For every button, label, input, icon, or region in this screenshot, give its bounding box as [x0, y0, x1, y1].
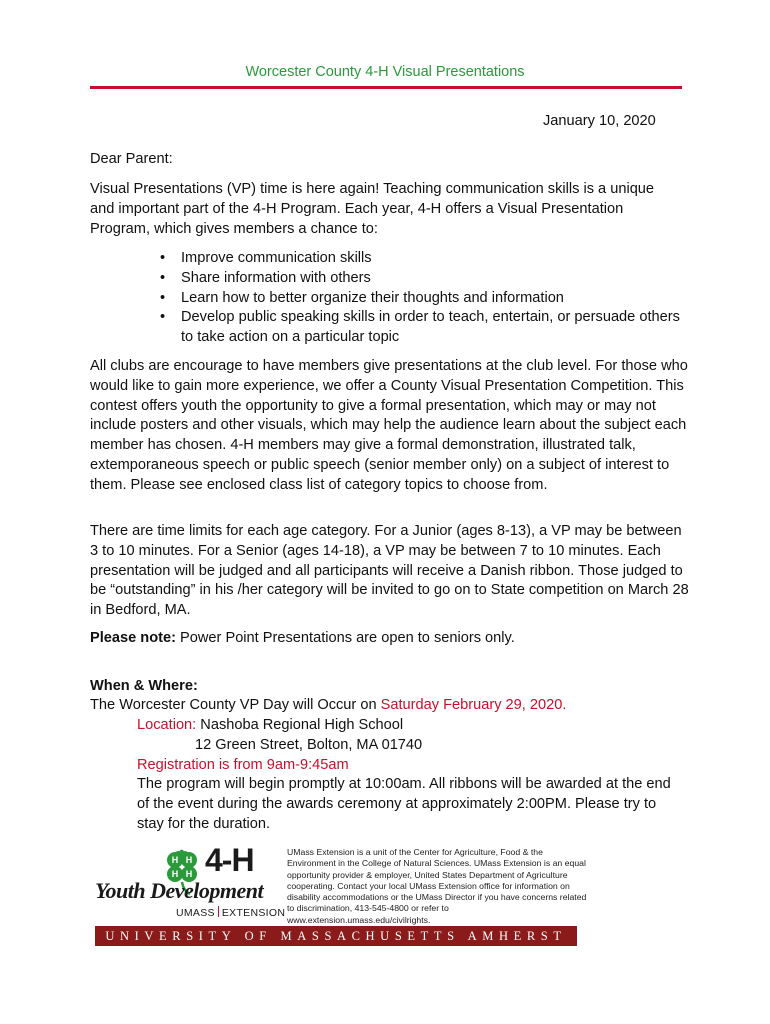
list-item [160, 249, 680, 269]
header-divider [90, 86, 682, 89]
clover-h-glyph: H [185, 855, 193, 865]
logo-umass-extension [176, 906, 285, 919]
list-item-text: Learn how to better organize their thoughts and information [181, 289, 564, 306]
clover-h-glyph: H [171, 855, 179, 865]
location-line [137, 716, 403, 736]
bullet-icon: • [160, 309, 166, 326]
location-value: Nashoba Regional High School [196, 717, 404, 733]
note-label: Please note: [90, 630, 176, 646]
time-limits-paragraph: There are time limits for each age category. For a Junior (ages 8-13), a VP may be between 3 to 10 minutes. For a Senior (ages 14-18), a VP may be between 7 to 10 minutes. Each presentation will be judged and all participants will receive a Danish ribbon. Those judged to be “outstanding” in his /her category will be invited to go on to State competition on March 28 in Bedford, MA. [90, 523, 689, 619]
bullet-icon: • [160, 269, 166, 286]
logo-extension: EXTENSION [221, 907, 286, 919]
note-line [90, 629, 690, 649]
list-item-text: Share information with others [181, 269, 371, 286]
bullet-icon: • [160, 289, 166, 306]
list-item-text: Develop public speaking skills in order to teach, entertain, or persuade others to take action on a particular topic [181, 309, 680, 346]
clover-h-glyph: H [185, 869, 193, 879]
list-item [160, 308, 680, 348]
logo-umass: UMASS [176, 907, 215, 919]
bullet-icon: • [160, 250, 166, 266]
event-date-intro: The Worcester County VP Day will Occur on [90, 697, 381, 713]
benefits-list [160, 249, 680, 348]
note-text: Power Point Presentations are open to seniors only. [175, 630, 515, 646]
logo-youth-development: Youth Development [95, 878, 264, 903]
event-date: Saturday February 29, 2020. [380, 697, 567, 713]
clover-h-glyph: H [171, 869, 179, 879]
university-banner: UNIVERSITY OF MASSACHUSETTS AMHERST [95, 926, 577, 946]
address-line: 12 Green Street, Bolton, MA 01740 [195, 737, 423, 753]
clubs-paragraph: All clubs are encourage to have members give presentations at the club level. For those who would like to gain more experience, we offer a County Visual Presentation Competition. This contest offers youth the opportunity to give a formal presentation, which may or may not include posters and other visuals, which may help the audience learn about the subject each member has chosen. 4-H members may give a formal demonstration, illustrated talk, extemporaneous speech or public speech (senior member only) on a subject of interest to them. Please see enclosed class list of category topics to choose from. [90, 358, 688, 493]
list-item-text: Improve communication skills [181, 250, 372, 266]
event-date-line [90, 696, 690, 716]
intro-paragraph: Visual Presentations (VP) time is here again! Teaching communication skills is a unique and important part of the 4-H Program. Each year, 4-H offers a Visual Presentation Program, which gives members a chance to: [90, 181, 655, 237]
logo-separator [218, 906, 219, 917]
footer-disclaimer: UMass Extension is a unit of the Center for Agriculture, Food & the Environment in the College of Natural Sciences. UMass Extension is an equal opportunity provider & employer, United States Department of Agriculture cooperating. Contact your local UMass Extension office for information on disability accommodations or the UMass Director if you have concerns related to discrimination, 413-545-4800 or refer to www.extension.umass.edu/civilrights. [287, 847, 587, 925]
list-item [160, 269, 680, 289]
page-header-title: Worcester County 4-H Visual Presentations [245, 64, 525, 80]
location-label: Location: [137, 717, 197, 733]
when-where-heading: When & Where: [90, 678, 198, 694]
logo-4h-text: 4-H [205, 842, 254, 878]
letter-greeting: Dear Parent: [90, 151, 173, 167]
registration-line: Registration is from 9am-9:45am [137, 757, 349, 773]
list-item [160, 289, 680, 309]
letter-date: January 10, 2020 [543, 113, 656, 129]
program-paragraph: The program will begin promptly at 10:00am. All ribbons will be awarded at the end of the event during the awards ceremony at approximately 2:00PM. Please try to stay for the duration. [137, 776, 671, 832]
